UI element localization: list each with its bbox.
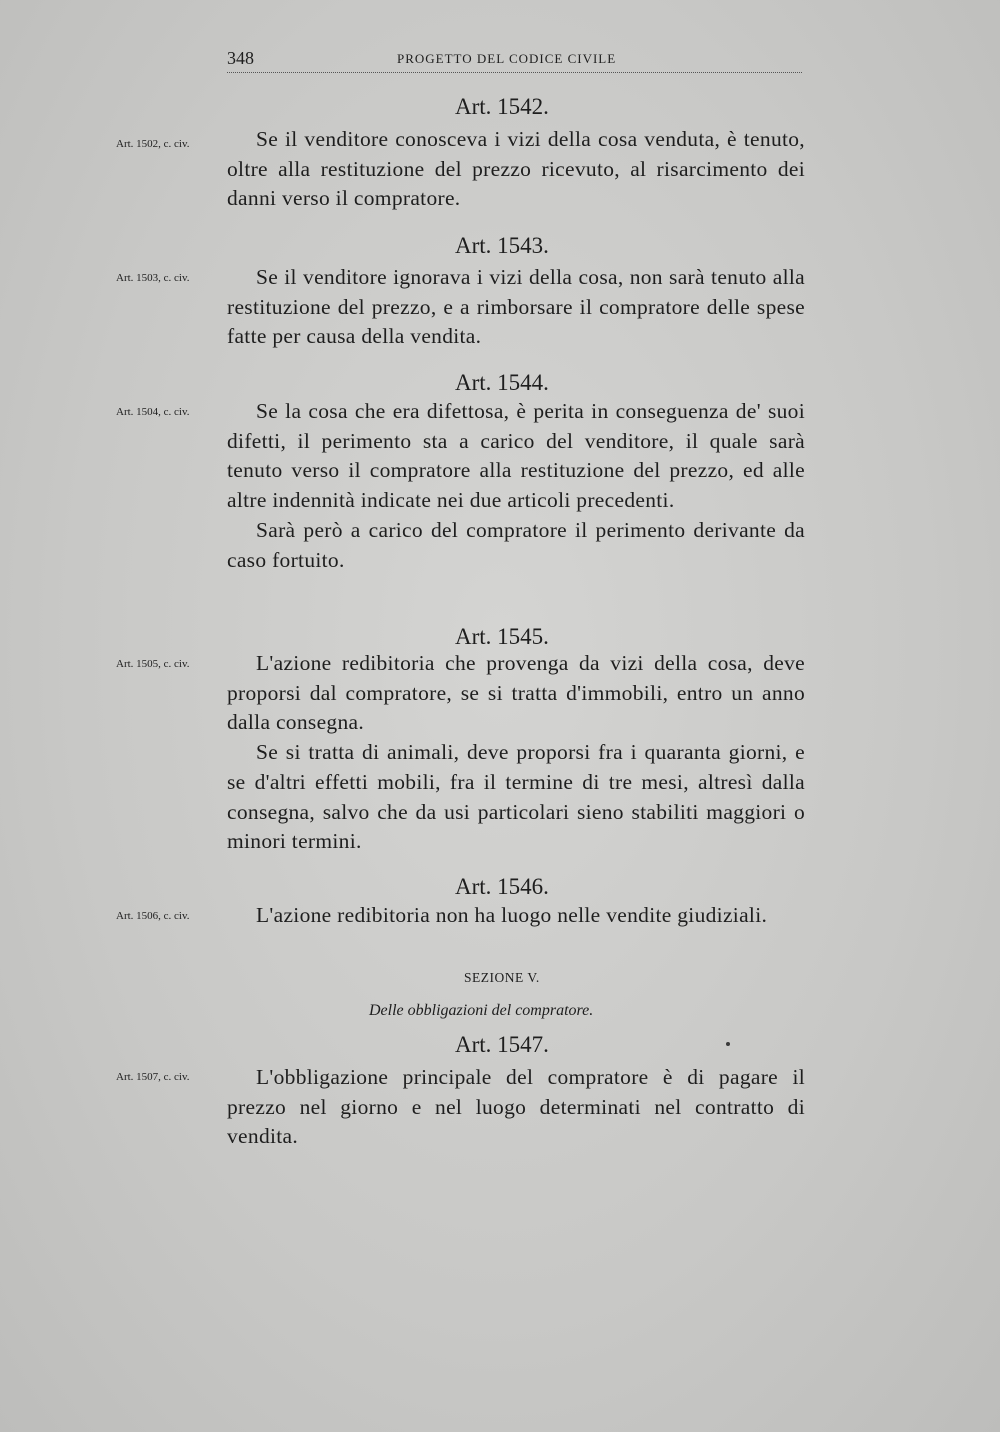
article-paragraph: L'obbligazione principale del compratore è di pagare il prezzo nel giorno e nel luogo determinati nel contratto di vendita. [227,1065,805,1149]
running-title: PROGETTO DEL CODICE CIVILE [397,51,617,66]
margin-note: Art. 1505, c. civ. [116,658,190,670]
margin-note: Art. 1503, c. civ. [116,272,190,284]
article-paragraph: Se il venditore conosceva i vizi della cosa venduta, è tenuto, oltre alla restituzione del prezzo ricevuto, al risarcimento dei danni verso il compratore. [227,127,805,211]
article-paragraph: L'azione redibitoria che provenga da vizi della cosa, deve proporsi dal compratore, se si tratta d'immobili, entro un anno dalla consegna. [227,651,805,735]
article-body [227,397,805,575]
article-paragraph: Se si tratta di animali, deve proporsi fra i quaranta giorni, e se d'altri effetti mobili, fra il termine di tre mesi, altresì dalla consegna, salvo che da usi particolari sieno stabiliti maggiori o minori termini. [227,740,805,854]
margin-note: Art. 1506, c. civ. [116,910,190,922]
article-title: Art. 1542. [455,94,549,119]
article-paragraph: Se la cosa che era difettosa, è perita in conseguenza de' suoi difetti, il perimento sta a carico del venditore, il quale sarà tenuto verso il compratore alla restituzione del prezzo, ed alle altre indennità indicate nei due articoli precedenti. [227,399,805,513]
margin-note: Art. 1507, c. civ. [116,1071,190,1083]
article-body [227,125,805,214]
article-title: Art. 1543. [455,233,549,258]
article-body [227,263,805,352]
margin-note: Art. 1502, c. civ. [116,138,190,150]
running-header [227,46,802,73]
page-number: 348 [227,48,254,68]
article-paragraph: Se il venditore ignorava i vizi della cosa, non sarà tenuto alla restituzione del prezzo, e a rimborsare il compratore delle spese fatte per causa della vendita. [227,265,805,349]
article-title: Art. 1544. [455,370,549,395]
article-body [227,1063,805,1152]
margin-note: Art. 1504, c. civ. [116,406,190,418]
article-title: Art. 1547. [455,1032,549,1057]
article-body [227,649,805,857]
article-title: Art. 1546. [455,874,549,899]
section-subtitle: Delle obbligazioni del compratore. [369,1002,594,1019]
paper-speck [726,1042,730,1046]
section-label: SEZIONE V. [464,970,540,985]
article-body [227,901,805,931]
article-paragraph: L'azione redibitoria non ha luogo nelle vendite giudiziali. [256,903,768,927]
article-title: Art. 1545. [455,624,549,649]
article-paragraph: Sarà però a carico del compratore il perimento derivante da caso fortuito. [227,517,805,572]
